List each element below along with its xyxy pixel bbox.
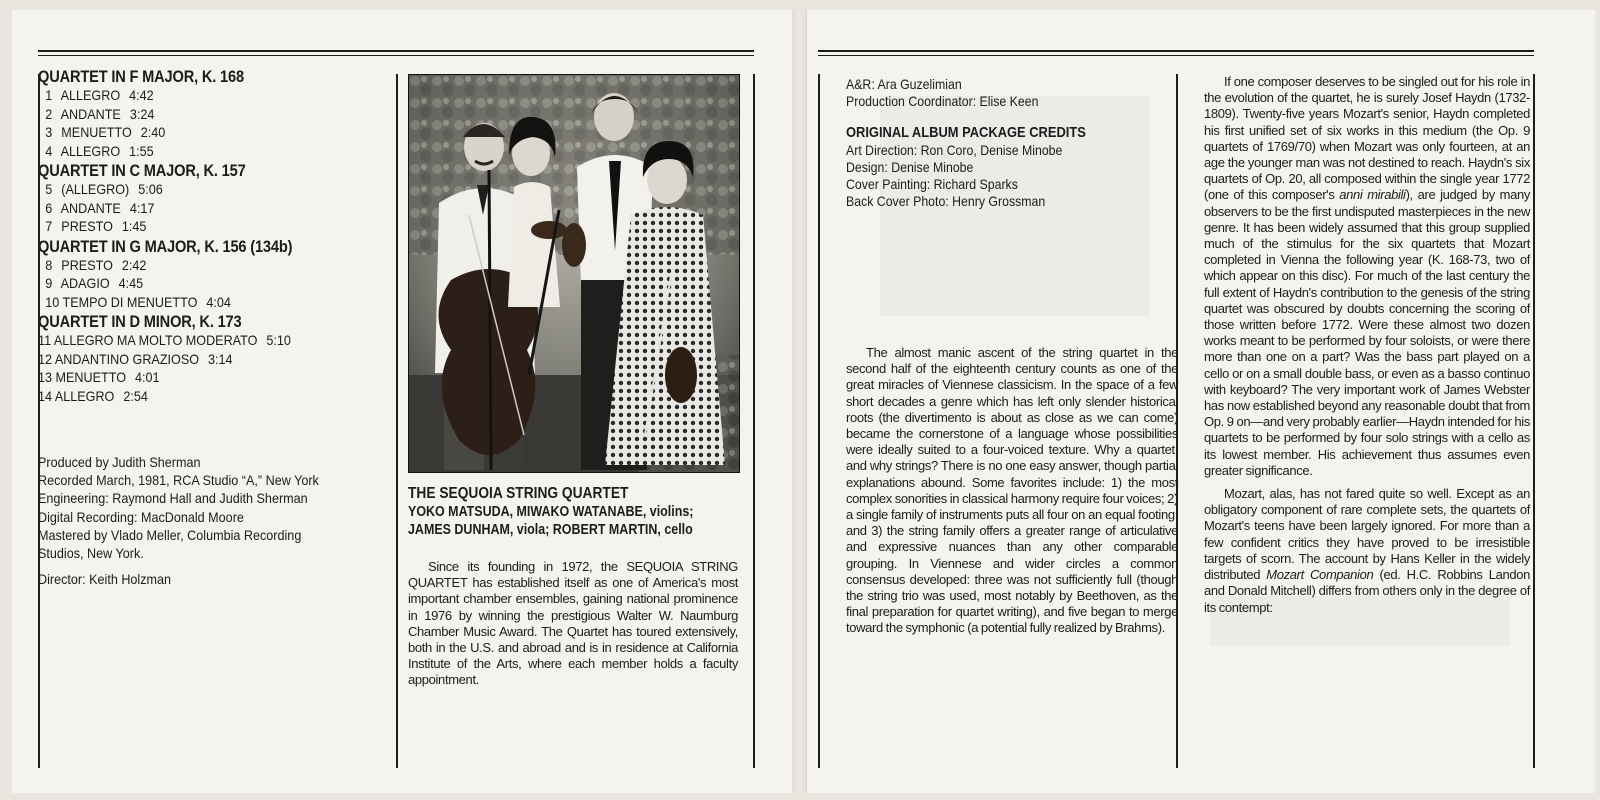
credit-line: Production Coordinator: Elise Keen xyxy=(846,93,1039,109)
column-rule xyxy=(1533,74,1535,768)
column-rule xyxy=(818,74,820,768)
track-row: 12 ANDANTINO GRAZIOSO 3:14 xyxy=(38,350,233,367)
ensemble-members: JAMES DUNHAM, viola; ROBERT MARTIN, cello xyxy=(408,522,693,538)
quartet-photo xyxy=(408,74,740,473)
track-row: 8 PRESTO 2:42 xyxy=(45,256,147,273)
quartet-block xyxy=(38,312,368,405)
track-row: 13 MENUETTO 4:01 xyxy=(38,369,160,385)
essay-column-1 xyxy=(846,345,1178,644)
track-row: 6 ANDANTE 4:17 xyxy=(45,199,155,216)
ensemble-members: YOKO MATSUDA, MIWAKO WATANABE, violins; xyxy=(408,504,694,520)
ensemble-bio: Since its founding in 1972, the SEQUOIA STRING QUARTET has established itself as one of America's most important chamber ensembles, gaining national prominence in 1976 by winning the prestigious Walter W. Naumburg Chamber Music Award. The Quartet has toured extensively, both in the U.S. and abroad and is in residence at California Institute of the Arts, where each member holds a faculty appointment. xyxy=(408,559,738,688)
essay-paragraph: Mozart, alas, has not fared quite so well. Except as an obligatory component of rare complete sets, the quartets of Mozart's teens have been largely ignored. For more than a few confident critics they have proved to be irresistible targets of scorn. The account by Hans Keller in the widely distributed Mozart Companion (ed. H.C. Robbins Landon and Donald Mitchell) differs from others only in the degree of its contempt: xyxy=(1204,486,1530,615)
essay-paragraph: The almost manic ascent of the string quartet in the second half of the eighteenth century counts as one of the great miracles of Viennese classicism. In the space of a few short decades a genre which has left only slender historical roots (the divertimento is about as close as we can come) became the cornerstone of a language whose possibilities were ideally suited to a four-voiced texture. Why a quartet, and why strings? There is no one easy answer, though partial explanations abound. Some favorites include: 1) the most complex sonorities in classical harmony require four voices; 2) a single family of instruments puts all four on an equal footing; and 3) the string family offers a greater range of articulative and expressive nuances than any other comparable grouping. In Viennese and wider circles a common consensus developed: three was not sufficiently full (though the string trio was used, most notably by Beethoven, as the final preparation for quartet writing), and five began to merge toward the symphonic (a potential fully realized by Brahms). xyxy=(846,345,1178,636)
track-row: 1 ALLEGRO 4:42 xyxy=(45,87,154,103)
track-row: 5 (ALLEGRO) 5:06 xyxy=(45,181,163,197)
credits-heading: ORIGINAL ALBUM PACKAGE CREDITS xyxy=(846,124,1086,141)
track-row: 2 ANDANTE 3:24 xyxy=(45,105,155,122)
ensemble-section xyxy=(408,484,748,689)
track-row: 14 ALLEGRO 2:54 xyxy=(38,387,148,404)
track-list xyxy=(38,66,368,405)
track-row: 4 ALLEGRO 1:55 xyxy=(45,142,154,159)
credit-line: Art Direction: Ron Coro, Denise Minobe xyxy=(846,142,1063,158)
quartet-block xyxy=(38,237,368,312)
track-row: 10 TEMPO DI MENUETTO 4:04 xyxy=(45,293,231,310)
column-rule xyxy=(396,74,398,768)
quartet-title: QUARTET IN D MINOR, K. 173 xyxy=(38,312,242,331)
quartet-title: QUARTET IN G MAJOR, K. 156 (134b) xyxy=(38,236,293,256)
credit-line: Mastered by Vlado Meller, Columbia Recording xyxy=(38,526,302,543)
quartet-photo-illustration xyxy=(409,75,739,472)
credit-line: Recorded March, 1981, RCA Studio “A,” New York xyxy=(38,472,319,489)
quartet-block xyxy=(38,67,368,160)
track-row: 11 ALLEGRO MA MOLTO MODERATO 5:10 xyxy=(38,332,291,348)
credit-line: Engineering: Raymond Hall and Judith Sherman xyxy=(38,490,308,507)
production-credits xyxy=(38,453,398,588)
director-credit: Director: Keith Holzman xyxy=(38,571,172,588)
ensemble-name: THE SEQUOIA STRING QUARTET xyxy=(408,485,629,502)
credit-line: Digital Recording: MacDonald Moore xyxy=(38,508,244,525)
quartet-title: QUARTET IN C MAJOR, K. 157 xyxy=(38,161,246,180)
top-rule-left xyxy=(38,50,754,56)
credit-line: Cover Painting: Richard Sparks xyxy=(846,176,1018,192)
credit-line: Produced by Judith Sherman xyxy=(38,454,201,470)
credit-line: Studios, New York. xyxy=(38,545,144,562)
quartet-block xyxy=(38,161,368,236)
column-rule xyxy=(753,74,755,768)
credit-line: A&R: Ara Guzelimian xyxy=(846,76,962,92)
essay-column-2 xyxy=(1204,74,1530,623)
credit-line: Design: Denise Minobe xyxy=(846,159,974,175)
top-rule-right xyxy=(818,50,1534,56)
track-row: 7 PRESTO 1:45 xyxy=(45,218,147,234)
package-credits xyxy=(846,76,1176,210)
credit-line: Back Cover Photo: Henry Grossman xyxy=(846,193,1046,209)
essay-paragraph: If one composer deserves to be singled out for his role in the evolution of the quartet, he is surely Josef Haydn (1732-1809). Twenty-five years Mozart's senior, Haydn completed his first unified set of six works in this medium (the Op. 9 quartets of 1769/70) when Mozart was only fourteen, at an age the younger man was not destined to reach. Haydn's six quartets of Op. 20, all composed within the single year 1772 (one of this composer's anni mirabili), are judged by many observers to be the first undisputed masterpieces in the new genre. It has been widely assumed that this group supplied much of the stimulus for the six quartets that Mozart completed in Vienna the following year (K. 168-73, two of which appear on this disc). For much of the last century the full extent of Haydn's contribution to the genesis of the string quartet was obscured by doubts concerning the scoring of those written before 1772. Were these almost two dozen works meant to be performed by four soloists, or were there more than one on a part? Was the bass part played on a cello or on a small double bass, or even as a basso continuo with keyboard? The very important work of James Webster has now established beyond any reasonable doubt that from Op. 9 on—and very probably earlier—Haydn intended for his quartets to be performed by four solo strings with a cello as its lowest member. His achievement thus assumes even greater significance. xyxy=(1204,74,1531,478)
track-row: 9 ADAGIO 4:45 xyxy=(45,275,144,291)
track-row: 3 MENUETTO 2:40 xyxy=(45,124,166,140)
quartet-title: QUARTET IN F MAJOR, K. 168 xyxy=(38,67,244,86)
